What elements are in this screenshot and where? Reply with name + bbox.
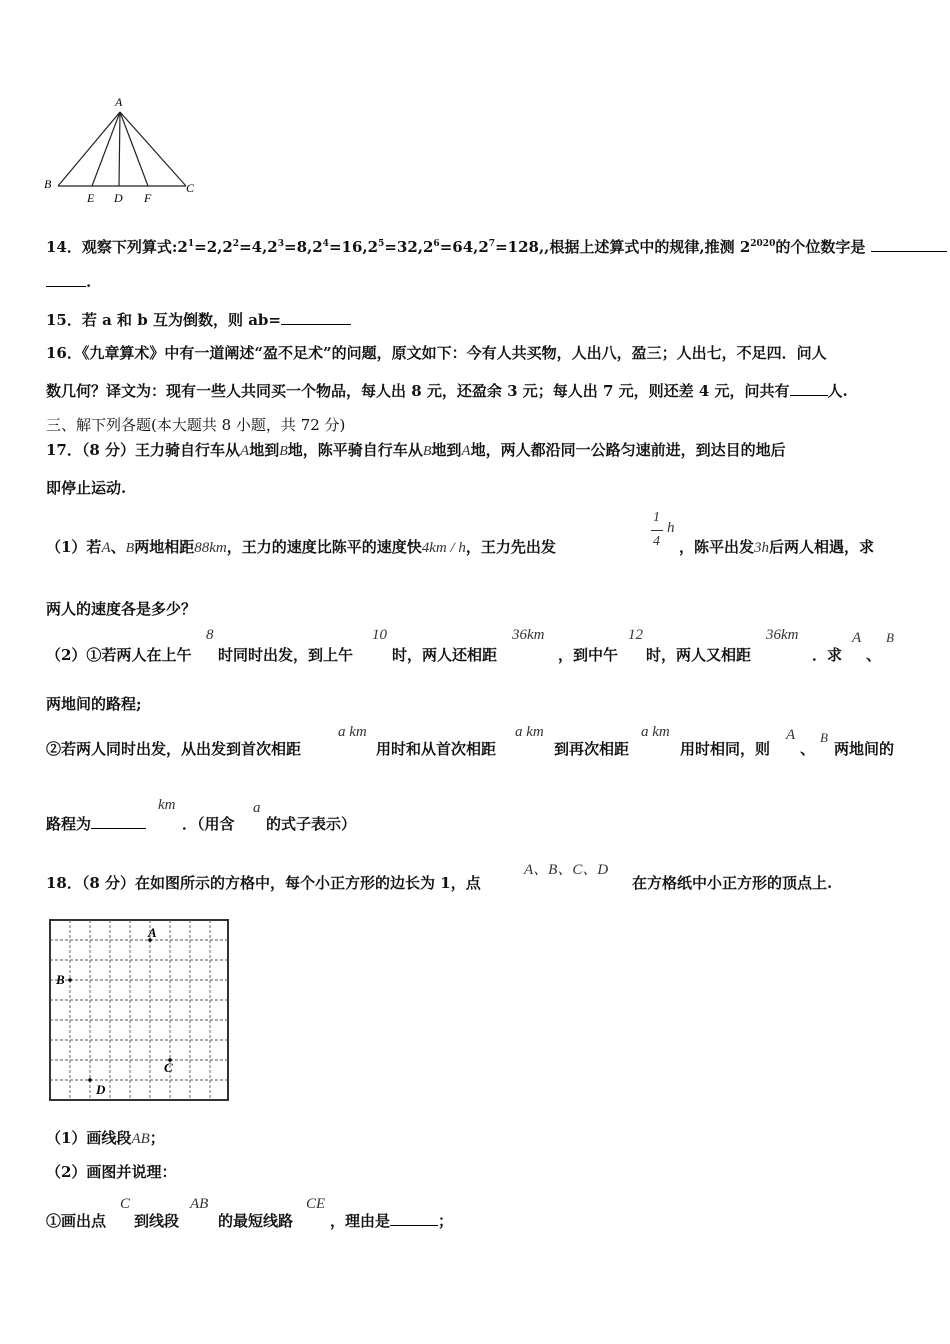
question-15: 15．若 a 和 b 互为倒数，则 ab= <box>46 309 351 330</box>
km-unit: km <box>158 797 176 813</box>
q18-line1b: 在方格纸中小正方形的顶点上. <box>632 874 833 892</box>
separator: 、 <box>866 646 882 664</box>
question-17-line2: 即停止运动. <box>46 479 127 497</box>
point-D-dot <box>88 1078 92 1082</box>
q17-p2-c: 时，两人还相距 <box>392 646 498 664</box>
fraction-numerator: 1 <box>653 510 660 525</box>
q18-line1: 18．（8 分）在如图所示的方格中，每个小正方形的边长为 1，点 <box>46 874 481 892</box>
question-17-part1b: ，陈平出发3h后两人相遇，求 <box>679 538 875 556</box>
time-10: 10 <box>372 627 387 643</box>
fraction-bar <box>651 530 663 531</box>
q18-step2: （2）画图并说理： <box>46 1163 177 1181</box>
label-B: B <box>44 177 52 191</box>
time-8: 8 <box>206 627 214 643</box>
question-14-cont: . <box>46 272 91 291</box>
q17-p2-d: ，到中午 <box>558 646 619 664</box>
point-C-text: C <box>120 1196 131 1212</box>
akm-3: a km <box>641 724 670 740</box>
q18-step3-d: ，理由是 ； <box>330 1212 454 1230</box>
question-14: 14．观察下列算式$:2^1=2,2^2=4,2^3=8,2^4=16,2^5=32,2^6=64,2^7=128$,,根据上述算式中的规律,推测 $2^{2020}$的个位数字是 <box>46 236 947 257</box>
q17-p2-e: 时，两人又相距 <box>646 646 752 664</box>
triangle-figure <box>40 92 210 207</box>
answer-blank-18[interactable] <box>390 1211 438 1226</box>
section-heading: 三、解下列各题(本大题共 8 小题，共 72 分) <box>46 416 346 434</box>
question-17-line1: 17．（8 分）王力骑自行车从A地到B地，陈平骑自行车从B地到A地，两人都沿同一公路匀速前进，到达目的地后 <box>46 441 786 459</box>
q18-step1: （1）画线段AB； <box>46 1129 165 1147</box>
q18-step3-a: ①画出点 <box>46 1212 107 1230</box>
answer-blank-17[interactable] <box>91 814 146 829</box>
point-A-2: A <box>786 727 796 743</box>
points-ABCD: A、B、C、D <box>524 862 609 878</box>
label-F: F <box>144 191 152 205</box>
q17-p3-d: 用时相同，则 <box>680 740 771 758</box>
label-E: E <box>87 191 95 205</box>
label-A: A <box>115 95 123 109</box>
segment-AB: AB <box>190 1196 209 1212</box>
grid-label-A: A <box>148 925 157 940</box>
separator-2: 、 <box>800 740 816 758</box>
q17-p3-a: ②若两人同时出发，从出发到首次相距 <box>46 740 302 758</box>
point-B-2: B <box>820 730 828 745</box>
label-D: D <box>114 191 123 205</box>
q17-p3-b: 用时和从首次相距 <box>376 740 497 758</box>
segment-CE: CE <box>306 1196 326 1212</box>
grid-label-D: D <box>96 1082 106 1097</box>
distance-36-second: 36km <box>766 627 799 643</box>
question-16-line1: 16．《九章算术》中有一道阐述“盈不足术”的问题，原文如下：今有人共买物，人出八，盈三；人出七，不足四．问人 <box>46 344 827 362</box>
square-grid <box>46 916 232 1104</box>
fraction-denominator: 4 <box>653 534 660 549</box>
q17-p4-a: 路程为 <box>46 813 146 834</box>
question-17-part1c: 两人的速度各是多少？ <box>46 600 197 618</box>
q17-p3-e: 两地间的 <box>834 740 895 758</box>
point-B-dot <box>68 978 72 982</box>
q17-p4-c: 的式子表示） <box>266 815 357 833</box>
q17-p2-f: ．求 <box>812 646 843 664</box>
q17-p3-c: 到再次相距 <box>554 740 630 758</box>
answer-blank-16[interactable] <box>790 381 828 396</box>
answer-blank-15[interactable] <box>281 310 351 325</box>
grid-label-B: B <box>56 972 65 987</box>
q17-p2-a: （2）①若两人在上午 <box>46 646 192 664</box>
question-16-line2: 数几何？译文为：现有一些人共同买一个物品，每人出 8 元，还盈余 3 元；每人出 7 元，则还差 4 元，问共有 人. <box>46 382 848 400</box>
variable-a: a <box>253 800 261 816</box>
grid-label-C: C <box>164 1060 173 1075</box>
akm-1: a km <box>338 724 367 740</box>
label-C: C <box>186 181 195 195</box>
distance-36-first: 36km <box>512 627 545 643</box>
q17-p2-g: 两地间的路程; <box>46 695 142 713</box>
q17-p4-b: ．（用含 <box>182 815 235 833</box>
fraction-unit: h <box>667 520 675 536</box>
answer-blank-14[interactable] <box>871 237 947 252</box>
time-12: 12 <box>628 627 643 643</box>
question-17-part1: （1）若A、B两地相距88km，王力的速度比陈平的速度快4km / h，王力先出发 <box>46 538 556 556</box>
point-B: B <box>886 630 894 645</box>
point-A: A <box>852 630 862 646</box>
akm-2: a km <box>515 724 544 740</box>
q17-p2-b: 时同时出发，到上午 <box>218 646 354 664</box>
q18-step3-c: 的最短线路 <box>218 1212 294 1230</box>
answer-blank-14b[interactable] <box>46 272 86 287</box>
q18-step3-b: 到线段 <box>134 1212 180 1230</box>
